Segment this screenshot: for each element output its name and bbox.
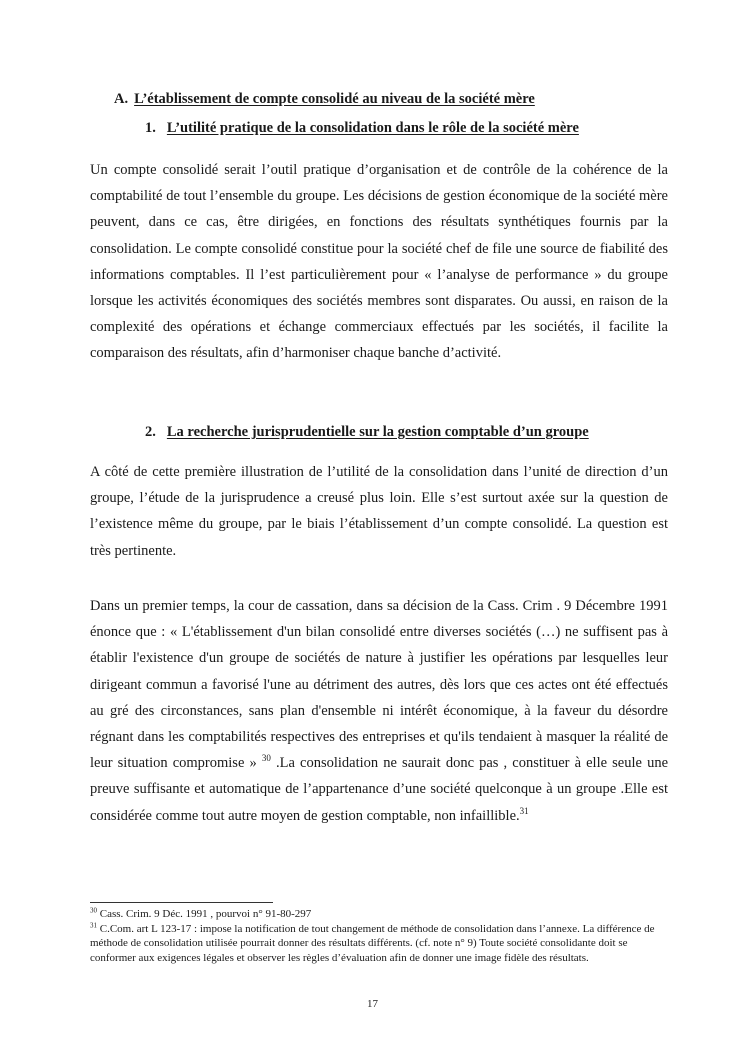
section-title: L’établissement de compte consolidé au niveau de la société mère	[134, 91, 535, 107]
footnote-text: Cass. Crim. 9 Déc. 1991 , pourvoi n° 91-80-297	[97, 908, 312, 920]
subsection-heading-2	[145, 424, 589, 441]
subsection-heading-1	[145, 120, 579, 137]
footnote	[90, 922, 670, 966]
subsection-number: 1.	[145, 120, 156, 136]
paragraph-cassation-decision	[90, 593, 668, 829]
footnote-number: 30	[90, 906, 97, 915]
footnote-separator	[90, 902, 273, 903]
paragraph-text: .La consolidation ne saurait donc pas , constituer à elle seule une preuve suffisante et automatique de l’appartenance d’une société quelconque à un groupe .Elle est considérée comme tout autre moyen de gestion comptable, non infaillible.	[90, 755, 669, 824]
footnotes	[90, 907, 670, 965]
page-number: 17	[367, 998, 378, 1010]
footnote-ref[interactable]: 30	[261, 753, 271, 764]
footnote	[90, 907, 670, 922]
section-heading-a	[114, 91, 535, 108]
paragraph-text: Dans un premier temps, la cour de cassation, dans sa décision de la Cass. Crim . 9 Décembre 1991 énonce que : « L'établissement d'un bilan consolidé entre diverses sociétés (…) ne suffisent pas à établir l'existence d'un groupe de sociétés de nature à justifier les opérations par lesquelles leur dirigeant commun a favorisé l'une au détriment des autres, dès lors que ces actes ont été effectués au gré des circonstances, sans plan d'ensemble ni intérêt économique, à la faveur du désordre régnant dans les comptabilités respectives des entreprises et qu'ils tendaient à masquer la réalité de leur situation compromise »	[90, 598, 668, 772]
subsection-title: La recherche jurisprudentielle sur la gestion comptable d’un groupe	[166, 424, 589, 440]
subsection-title: L’utilité pratique de la consolidation dans le rôle de la société mère	[166, 120, 579, 136]
footnote-number: 31	[90, 920, 97, 929]
section-number: A.	[114, 91, 129, 107]
subsection-number: 2.	[145, 424, 156, 440]
paragraph-jurisprudence-intro: A côté de cette première illustration de l’utilité de la consolidation dans l’unité de direction d’un groupe, l’étude de la jurisprudence a creusé plus loin. Elle s’est surtout axée sur la question de l’existence même du groupe, par le biais l’établissement d’un compte consolidé. La question est très pertinente.	[90, 464, 668, 559]
footnote-text: C.Com. art L 123-17 : impose la notification de tout changement de méthode de consolidation dans l’annexe. La différence de méthode de consolidation utilisée pourrait donner des résultats différents. (cf. note n° 9) Toute société consolidante doit se conformer aux exigences légales et observer les règles d’évaluation afin de donner une image fidèle des résultats.	[90, 922, 655, 964]
footnote-ref[interactable]: 31	[519, 805, 529, 816]
paragraph-consolidation-utility: Un compte consolidé serait l’outil pratique d’organisation et de contrôle de la cohérence de la comptabilité de tout l’ensemble du groupe. Les décisions de gestion économique de la société mère peuvent, dans ce cas, être dirigées, en fonctions des résultats synthétiques fournis par la consolidation. Le compte consolidé constitue pour la société chef de file une source de fiabilité des informations comptables. Il l’est particulièrement pour « l’analyse de performance » du groupe lorsque les activités économiques des sociétés membres sont disparates. Ou aussi, en raison de la complexité des opérations et échange commerciaux effectués par les sociétés, il facilite la comparaison des résultats, afin d’harmoniser chaque banche d’activité.	[90, 162, 668, 362]
